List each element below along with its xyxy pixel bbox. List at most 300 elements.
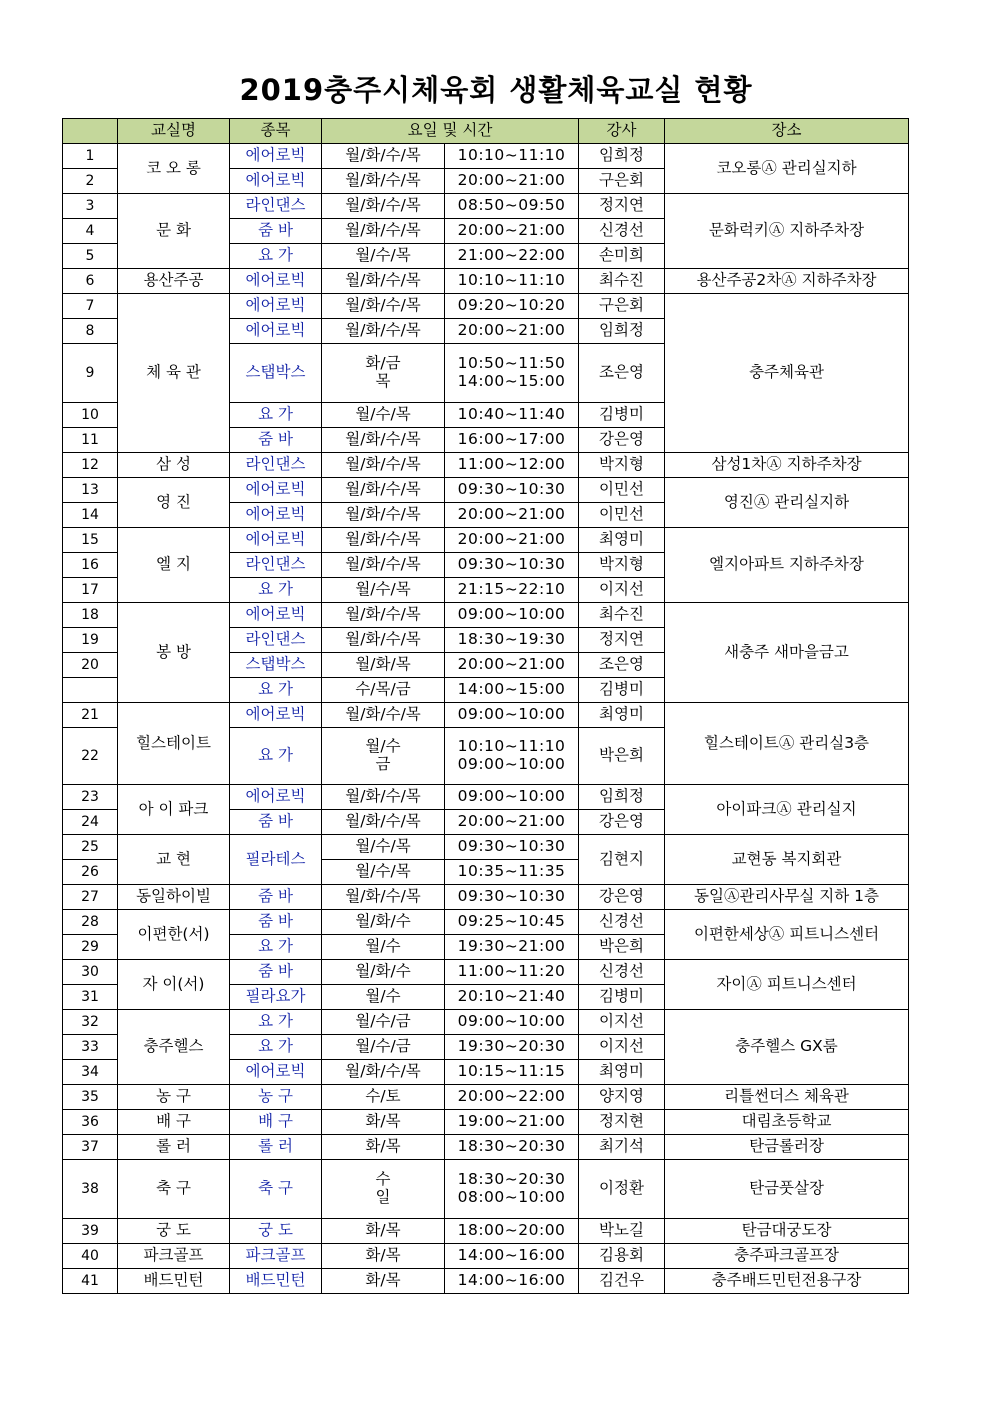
table-row: [63, 1219, 909, 1244]
table-row: [63, 1160, 909, 1219]
days-cell-line: 화/금: [365, 354, 401, 373]
time-cell: 19:00~21:00: [445, 1110, 579, 1135]
time-cell: 20:00~21:00: [445, 528, 579, 553]
days-cell: 수/목/금: [322, 678, 445, 703]
days-cell: 월/화/수/목: [322, 553, 445, 578]
time-cell: 20:10~21:40: [445, 985, 579, 1010]
table-row: [63, 1269, 909, 1294]
instructor-cell: 강은영: [579, 810, 665, 835]
days-cell: [322, 344, 445, 403]
row-number: 4: [63, 219, 118, 244]
place-cell: 힐스테이트Ⓐ 관리실3층: [665, 703, 909, 785]
time-cell: 10:35~11:35: [445, 860, 579, 885]
days-cell: 월/화/수/목: [322, 785, 445, 810]
classroom-cell: 교 현: [118, 835, 230, 885]
time-cell: 09:30~10:30: [445, 835, 579, 860]
days-cell: 화/목: [322, 1135, 445, 1160]
instructor-cell: 김현지: [579, 835, 665, 885]
table-row: [63, 194, 909, 219]
row-number: 15: [63, 528, 118, 553]
instructor-cell: 최수진: [579, 269, 665, 294]
classroom-cell: 배 구: [118, 1110, 230, 1135]
time-cell: 19:30~20:30: [445, 1035, 579, 1060]
header-sport: 종목: [230, 119, 322, 144]
days-cell: 월/수/목: [322, 578, 445, 603]
instructor-cell: 최영미: [579, 1060, 665, 1085]
table-row: [63, 144, 909, 169]
time-cell: 14:00~15:00: [445, 678, 579, 703]
header-instructor: 강사: [579, 119, 665, 144]
days-cell: [322, 728, 445, 785]
instructor-cell: 신경선: [579, 219, 665, 244]
instructor-cell: 김병미: [579, 403, 665, 428]
sport-cell: 에어로빅: [230, 703, 322, 728]
place-cell: 교현동 복지회관: [665, 835, 909, 885]
row-number: 29: [63, 935, 118, 960]
place-cell: 이편한세상Ⓐ 피트니스센터: [665, 910, 909, 960]
row-number: 28: [63, 910, 118, 935]
sport-cell: 배드민턴: [230, 1269, 322, 1294]
table-row: [63, 835, 909, 860]
row-number: 9: [63, 344, 118, 403]
table-row: [63, 703, 909, 728]
sport-cell: 배 구: [230, 1110, 322, 1135]
row-number: 32: [63, 1010, 118, 1035]
sport-cell: 줌 바: [230, 960, 322, 985]
header-place: 장소: [665, 119, 909, 144]
row-number: [63, 678, 118, 703]
days-cell: 월/수/목: [322, 835, 445, 860]
time-cell-line: 08:00~10:00: [457, 1188, 566, 1206]
table-row: [63, 603, 909, 628]
instructor-cell: 신경선: [579, 910, 665, 935]
time-cell: 14:00~16:00: [445, 1244, 579, 1269]
instructor-cell: 이지선: [579, 578, 665, 603]
instructor-cell: 최영미: [579, 703, 665, 728]
instructor-cell: 조은영: [579, 653, 665, 678]
row-number: 36: [63, 1110, 118, 1135]
time-cell: 10:15~11:15: [445, 1060, 579, 1085]
place-cell: 충주체육관: [665, 294, 909, 453]
classroom-cell: 축 구: [118, 1160, 230, 1219]
time-cell: 10:10~11:10: [445, 144, 579, 169]
sport-cell: 에어로빅: [230, 785, 322, 810]
row-number: 6: [63, 269, 118, 294]
sport-cell: 에어로빅: [230, 144, 322, 169]
time-cell: 20:00~22:00: [445, 1085, 579, 1110]
row-number: 2: [63, 169, 118, 194]
sport-cell: 필라테스: [230, 835, 322, 885]
instructor-cell: 구은회: [579, 294, 665, 319]
classroom-cell: 코 오 롱: [118, 144, 230, 194]
time-cell: 09:30~10:30: [445, 553, 579, 578]
header-classroom: 교실명: [118, 119, 230, 144]
instructor-cell: 정지연: [579, 194, 665, 219]
days-cell: 월/화/수/목: [322, 269, 445, 294]
time-cell: 09:25~10:45: [445, 910, 579, 935]
sport-cell: 에어로빅: [230, 528, 322, 553]
instructor-cell: 최기석: [579, 1135, 665, 1160]
place-cell: 아이파크Ⓐ 관리실지: [665, 785, 909, 835]
days-cell-line: 일: [375, 1188, 391, 1206]
sport-cell: 요 가: [230, 244, 322, 269]
time-cell: 09:00~10:00: [445, 785, 579, 810]
instructor-cell: 임희정: [579, 319, 665, 344]
classroom-cell: 엘 지: [118, 528, 230, 603]
table-row: [63, 1135, 909, 1160]
row-number: 26: [63, 860, 118, 885]
time-cell: 18:00~20:00: [445, 1219, 579, 1244]
instructor-cell: 김건우: [579, 1269, 665, 1294]
classroom-cell: 영 진: [118, 478, 230, 528]
instructor-cell: 김병미: [579, 985, 665, 1010]
table-row: [63, 1010, 909, 1035]
row-number: 10: [63, 403, 118, 428]
place-cell: 코오롱Ⓐ 관리실지하: [665, 144, 909, 194]
time-cell: 21:15~22:10: [445, 578, 579, 603]
row-number: 39: [63, 1219, 118, 1244]
row-number: 14: [63, 503, 118, 528]
time-cell: 09:00~10:00: [445, 703, 579, 728]
sport-cell: 에어로빅: [230, 269, 322, 294]
place-cell: 엘지아파트 지하주차장: [665, 528, 909, 603]
instructor-cell: 구은회: [579, 169, 665, 194]
row-number: 20: [63, 653, 118, 678]
time-cell-stack: [445, 738, 578, 774]
table-row: [63, 294, 909, 319]
classroom-cell: 삼 성: [118, 453, 230, 478]
place-cell: 리틀썬더스 체육관: [665, 1085, 909, 1110]
place-cell: 영진Ⓐ 관리실지하: [665, 478, 909, 528]
sport-cell: 스탭박스: [230, 653, 322, 678]
time-cell: 20:00~21:00: [445, 653, 579, 678]
instructor-cell: 최영미: [579, 528, 665, 553]
days-cell: 월/수/금: [322, 1010, 445, 1035]
days-cell: 월/화/수/목: [322, 603, 445, 628]
time-cell: 10:10~11:10: [445, 269, 579, 294]
row-number: 34: [63, 1060, 118, 1085]
days-cell: 월/화/수/목: [322, 319, 445, 344]
sport-cell: 라인댄스: [230, 194, 322, 219]
classroom-cell: 힐스테이트: [118, 703, 230, 785]
place-cell: 삼성1차Ⓐ 지하주차장: [665, 453, 909, 478]
table-row: [63, 269, 909, 294]
days-cell: 화/목: [322, 1110, 445, 1135]
sport-cell: 에어로빅: [230, 319, 322, 344]
instructor-cell: 최수진: [579, 603, 665, 628]
classroom-cell: 자 이(서): [118, 960, 230, 1010]
days-cell: 월/수/목: [322, 244, 445, 269]
row-number: 37: [63, 1135, 118, 1160]
sport-cell: 농 구: [230, 1085, 322, 1110]
sport-cell: 줌 바: [230, 810, 322, 835]
time-cell: [445, 728, 579, 785]
days-cell: 월/화/수/목: [322, 428, 445, 453]
time-cell: 20:00~21:00: [445, 503, 579, 528]
row-number: 5: [63, 244, 118, 269]
classroom-cell: 롤 러: [118, 1135, 230, 1160]
days-cell: 월/수: [322, 985, 445, 1010]
sport-cell: 스탭박스: [230, 344, 322, 403]
time-cell: 16:00~17:00: [445, 428, 579, 453]
row-number: 16: [63, 553, 118, 578]
table-row: [63, 1085, 909, 1110]
classroom-cell: 궁 도: [118, 1219, 230, 1244]
place-cell: 충주파크골프장: [665, 1244, 909, 1269]
row-number: 31: [63, 985, 118, 1010]
time-cell: 09:30~10:30: [445, 885, 579, 910]
instructor-cell: 이민선: [579, 503, 665, 528]
time-cell-line: 18:30~20:30: [457, 1170, 566, 1189]
days-cell: 월/수: [322, 935, 445, 960]
time-cell: 20:00~21:00: [445, 319, 579, 344]
classroom-cell: 농 구: [118, 1085, 230, 1110]
table-row: [63, 910, 909, 935]
sport-cell: 요 가: [230, 1035, 322, 1060]
schedule-table: [62, 118, 909, 1294]
place-cell: 새충주 새마을금고: [665, 603, 909, 703]
sport-cell: 줌 바: [230, 885, 322, 910]
sport-cell: 줌 바: [230, 910, 322, 935]
row-number: 17: [63, 578, 118, 603]
table-row: [63, 1110, 909, 1135]
days-cell: 월/화/수/목: [322, 294, 445, 319]
row-number: 38: [63, 1160, 118, 1219]
sport-cell: 요 가: [230, 728, 322, 785]
table-header-row: [63, 119, 909, 144]
time-cell: 20:00~21:00: [445, 169, 579, 194]
time-cell: 11:00~11:20: [445, 960, 579, 985]
row-number: 12: [63, 453, 118, 478]
sport-cell: 라인댄스: [230, 553, 322, 578]
classroom-cell: 이편한(서): [118, 910, 230, 960]
table-row: [63, 785, 909, 810]
classroom-cell: 파크골프: [118, 1244, 230, 1269]
place-cell: 충주헬스 GX룸: [665, 1010, 909, 1085]
classroom-cell: 체 육 관: [118, 294, 230, 453]
days-cell: 월/화/목: [322, 653, 445, 678]
row-number: 40: [63, 1244, 118, 1269]
days-cell: 월/화/수: [322, 910, 445, 935]
time-cell: [445, 1160, 579, 1219]
instructor-cell: 임희정: [579, 785, 665, 810]
classroom-cell: 봉 방: [118, 603, 230, 703]
sport-cell: 요 가: [230, 678, 322, 703]
sport-cell: 필라요가: [230, 985, 322, 1010]
days-cell: 월/화/수/목: [322, 478, 445, 503]
classroom-cell: 동일하이빌: [118, 885, 230, 910]
row-number: 8: [63, 319, 118, 344]
time-cell: 20:00~21:00: [445, 810, 579, 835]
place-cell: 탄금롤러장: [665, 1135, 909, 1160]
days-cell: 화/목: [322, 1269, 445, 1294]
days-cell: 월/화/수/목: [322, 810, 445, 835]
days-cell: 월/화/수/목: [322, 219, 445, 244]
sport-cell: 줌 바: [230, 428, 322, 453]
sport-cell: 라인댄스: [230, 453, 322, 478]
row-number: 25: [63, 835, 118, 860]
row-number: 30: [63, 960, 118, 985]
row-number: 1: [63, 144, 118, 169]
table-row: [63, 528, 909, 553]
sport-cell: 요 가: [230, 578, 322, 603]
days-cell-stack: [322, 738, 444, 774]
row-number: 21: [63, 703, 118, 728]
days-cell-line: 목: [375, 372, 391, 390]
days-cell-stack: [322, 1171, 444, 1207]
days-cell: 화/목: [322, 1219, 445, 1244]
time-cell: 09:00~10:00: [445, 1010, 579, 1035]
row-number: 23: [63, 785, 118, 810]
row-number: 22: [63, 728, 118, 785]
instructor-cell: 이지선: [579, 1010, 665, 1035]
row-number: 19: [63, 628, 118, 653]
page-title: 2019충주시체육회 생활체육교실 현황: [239, 73, 753, 107]
row-number: 41: [63, 1269, 118, 1294]
instructor-cell: 박노길: [579, 1219, 665, 1244]
place-cell: 문화럭키Ⓐ 지하주차장: [665, 194, 909, 269]
time-cell: 09:00~10:00: [445, 603, 579, 628]
place-cell: 탄금대궁도장: [665, 1219, 909, 1244]
time-cell-stack: [445, 355, 578, 391]
row-number: 11: [63, 428, 118, 453]
time-cell: 10:40~11:40: [445, 403, 579, 428]
sport-cell: 에어로빅: [230, 603, 322, 628]
sport-cell: 에어로빅: [230, 478, 322, 503]
time-cell: 09:20~10:20: [445, 294, 579, 319]
days-cell: 월/화/수: [322, 960, 445, 985]
sport-cell: 롤 러: [230, 1135, 322, 1160]
sport-cell: 에어로빅: [230, 503, 322, 528]
sport-cell: 요 가: [230, 403, 322, 428]
row-number: 24: [63, 810, 118, 835]
time-cell: 19:30~21:00: [445, 935, 579, 960]
place-cell: 대림초등학교: [665, 1110, 909, 1135]
time-cell-line: 10:10~11:10: [457, 737, 566, 756]
row-number: 13: [63, 478, 118, 503]
instructor-cell: 김병미: [579, 678, 665, 703]
days-cell-line: 월/수: [365, 737, 401, 756]
days-cell: [322, 1160, 445, 1219]
classroom-cell: 문 화: [118, 194, 230, 269]
row-number: 33: [63, 1035, 118, 1060]
time-cell-stack: [445, 1171, 578, 1207]
days-cell: 월/화/수/목: [322, 194, 445, 219]
days-cell: 화/목: [322, 1244, 445, 1269]
days-cell: 월/수/목: [322, 403, 445, 428]
instructor-cell: 박지형: [579, 553, 665, 578]
classroom-cell: 아 이 파크: [118, 785, 230, 835]
days-cell-line: 금: [375, 755, 391, 773]
table-row: [63, 1244, 909, 1269]
sport-cell: 축 구: [230, 1160, 322, 1219]
row-number: 7: [63, 294, 118, 319]
table-row: [63, 885, 909, 910]
time-cell-line: 09:00~10:00: [457, 755, 566, 773]
instructor-cell: 조은영: [579, 344, 665, 403]
days-cell: 월/화/수/목: [322, 703, 445, 728]
days-cell-line: 수: [375, 1170, 391, 1189]
time-cell-line: 14:00~15:00: [457, 372, 566, 390]
header-time: 요일 및 시간: [322, 119, 579, 144]
row-number: 3: [63, 194, 118, 219]
days-cell: 월/화/수/목: [322, 169, 445, 194]
sport-cell: 라인댄스: [230, 628, 322, 653]
place-cell: 용산주공2차Ⓐ 지하주차장: [665, 269, 909, 294]
instructor-cell: 이지선: [579, 1035, 665, 1060]
sport-cell: 요 가: [230, 1010, 322, 1035]
time-cell: 08:50~09:50: [445, 194, 579, 219]
instructor-cell: 이정환: [579, 1160, 665, 1219]
table-row: [63, 960, 909, 985]
instructor-cell: 박은희: [579, 935, 665, 960]
row-number: 27: [63, 885, 118, 910]
time-cell: 21:00~22:00: [445, 244, 579, 269]
table-row: [63, 478, 909, 503]
instructor-cell: 임희정: [579, 144, 665, 169]
time-cell: 20:00~21:00: [445, 219, 579, 244]
sport-cell: 궁 도: [230, 1219, 322, 1244]
instructor-cell: 이민선: [579, 478, 665, 503]
instructor-cell: 강은영: [579, 885, 665, 910]
instructor-cell: 정지연: [579, 628, 665, 653]
row-number: 35: [63, 1085, 118, 1110]
time-cell-line: 10:50~11:50: [457, 354, 566, 373]
classroom-cell: 충주헬스: [118, 1010, 230, 1085]
days-cell: 월/화/수/목: [322, 503, 445, 528]
days-cell: 월/화/수/목: [322, 628, 445, 653]
instructor-cell: 신경선: [579, 960, 665, 985]
sport-cell: 에어로빅: [230, 294, 322, 319]
days-cell: 월/화/수/목: [322, 1060, 445, 1085]
instructor-cell: 강은영: [579, 428, 665, 453]
days-cell-stack: [322, 355, 444, 391]
place-cell: 자이Ⓐ 피트니스센터: [665, 960, 909, 1010]
classroom-cell: 용산주공: [118, 269, 230, 294]
days-cell: 월/수/금: [322, 1035, 445, 1060]
sport-cell: 파크골프: [230, 1244, 322, 1269]
place-cell: 탄금풋살장: [665, 1160, 909, 1219]
instructor-cell: 손미희: [579, 244, 665, 269]
header-no: [63, 119, 118, 144]
instructor-cell: 박은희: [579, 728, 665, 785]
sport-cell: 요 가: [230, 935, 322, 960]
days-cell: 월/화/수/목: [322, 453, 445, 478]
classroom-cell: 배드민턴: [118, 1269, 230, 1294]
table-row: [63, 453, 909, 478]
time-cell: [445, 344, 579, 403]
time-cell: 18:30~20:30: [445, 1135, 579, 1160]
instructor-cell: 양지영: [579, 1085, 665, 1110]
row-number: 18: [63, 603, 118, 628]
time-cell: 09:30~10:30: [445, 478, 579, 503]
time-cell: 11:00~12:00: [445, 453, 579, 478]
time-cell: 14:00~16:00: [445, 1269, 579, 1294]
sport-cell: 에어로빅: [230, 169, 322, 194]
instructor-cell: 정지현: [579, 1110, 665, 1135]
sport-cell: 에어로빅: [230, 1060, 322, 1085]
instructor-cell: 박지형: [579, 453, 665, 478]
instructor-cell: 김용회: [579, 1244, 665, 1269]
days-cell: 월/화/수/목: [322, 885, 445, 910]
days-cell: 월/화/수/목: [322, 528, 445, 553]
place-cell: 충주배드민턴전용구장: [665, 1269, 909, 1294]
time-cell: 18:30~19:30: [445, 628, 579, 653]
place-cell: 동일Ⓐ관리사무실 지하 1층: [665, 885, 909, 910]
days-cell: 월/화/수/목: [322, 144, 445, 169]
sport-cell: 줌 바: [230, 219, 322, 244]
days-cell: 월/수/목: [322, 860, 445, 885]
